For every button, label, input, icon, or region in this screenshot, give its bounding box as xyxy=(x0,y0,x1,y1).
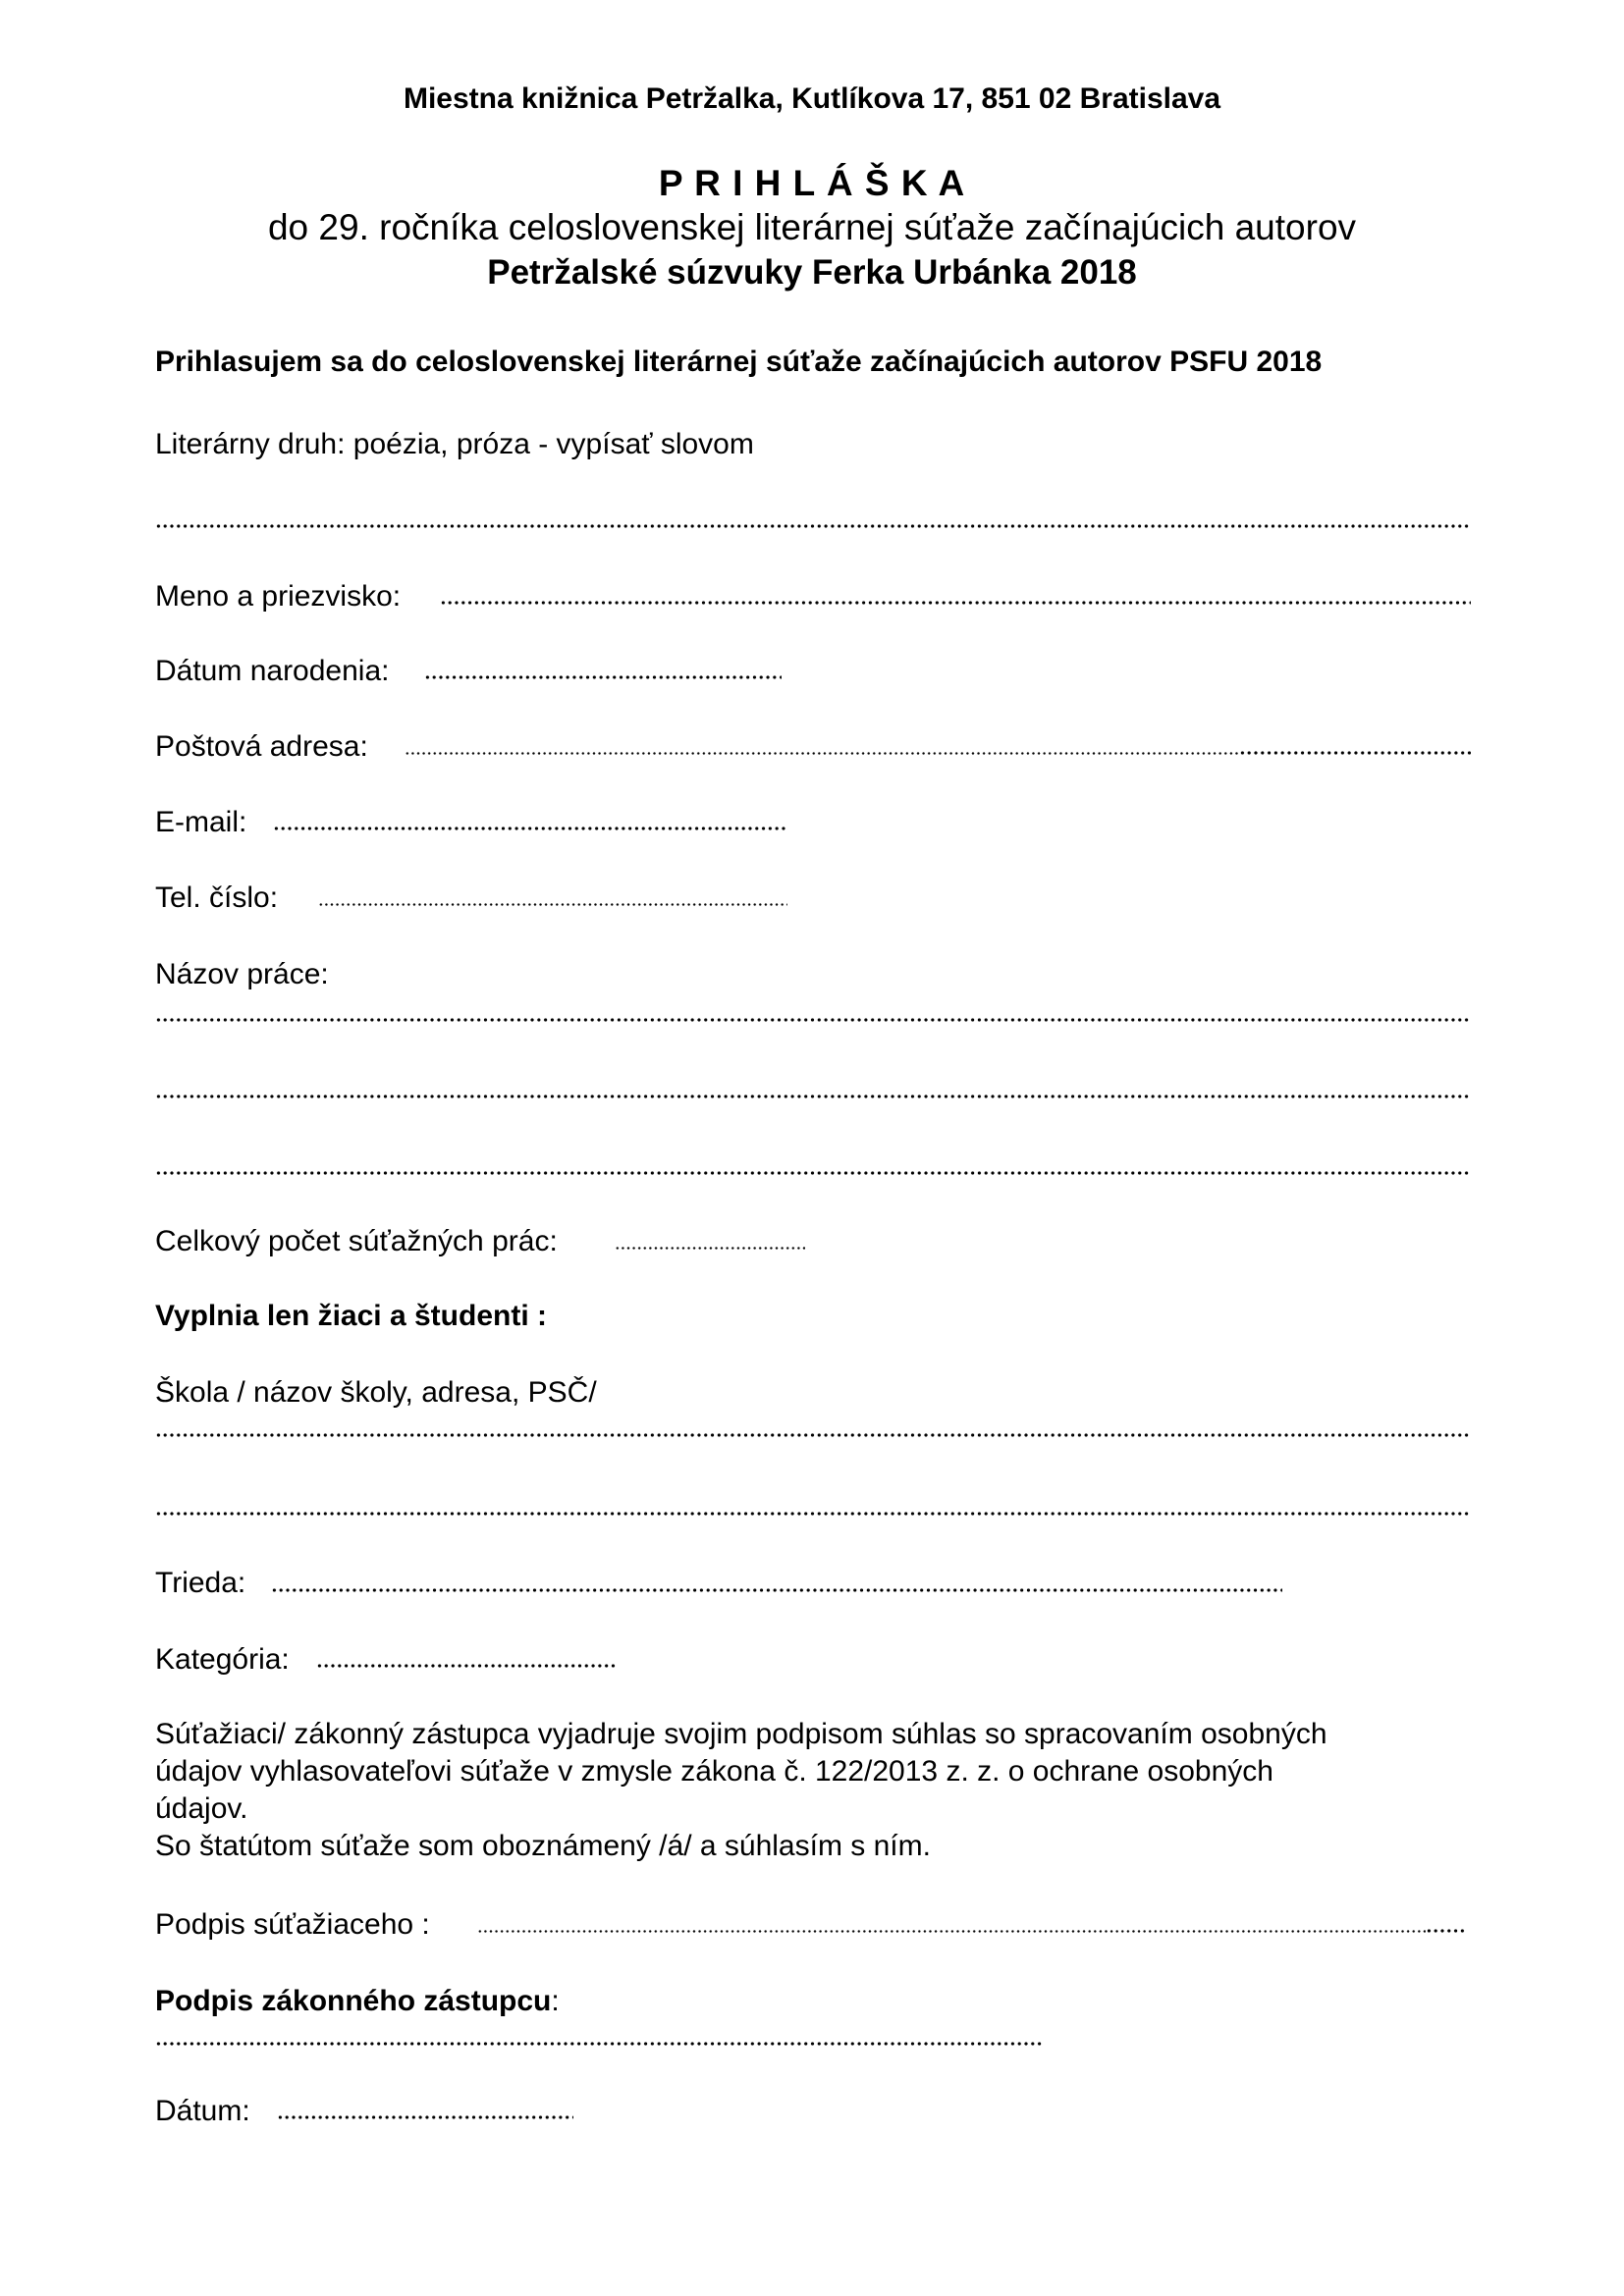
consent-line-1: Súťažiaci/ zákonný zástupca vyjadruje svojim podpisom súhlas so spracovaním osobných xyxy=(155,1718,1327,1750)
guardian-signature-text: Podpis zákonného zástupcu xyxy=(155,1985,552,2017)
birth-date-entry-line[interactable] xyxy=(424,675,782,679)
email-entry-line[interactable] xyxy=(273,827,787,830)
consent-line-3: údajov. xyxy=(155,1792,248,1825)
class-label: Trieda: xyxy=(155,1567,246,1599)
postal-address-entry-line[interactable] xyxy=(405,752,1239,755)
name-label: Meno a priezvisko: xyxy=(155,580,402,613)
work-title-entry-line-1[interactable] xyxy=(155,1018,1471,1022)
birth-date-label: Dátum narodenia: xyxy=(155,655,390,687)
category-entry-line[interactable] xyxy=(316,1664,617,1668)
contestant-signature-label: Podpis súťažiaceho : xyxy=(155,1908,430,1941)
category-label: Kategória: xyxy=(155,1643,290,1676)
phone-label: Tel. číslo: xyxy=(155,881,279,914)
total-works-entry-line[interactable] xyxy=(615,1247,805,1250)
work-title-label: Názov práce: xyxy=(155,958,329,990)
phone-entry-line[interactable] xyxy=(318,903,787,906)
genre-entry-line[interactable] xyxy=(155,524,1471,528)
work-title-entry-line-2[interactable] xyxy=(155,1095,1471,1098)
contestant-signature-entry-line[interactable] xyxy=(477,1930,1426,1933)
postal-address-entry-line-end xyxy=(1239,751,1471,755)
guardian-signature-label xyxy=(155,1987,560,2016)
work-title-entry-line-3[interactable] xyxy=(155,1171,1471,1175)
class-entry-line[interactable] xyxy=(271,1588,1282,1592)
school-entry-line-2[interactable] xyxy=(155,1512,1471,1516)
form-title: P R I H L Á Š K A xyxy=(658,163,966,203)
contestant-signature-entry-line-end xyxy=(1426,1929,1465,1933)
library-address: Miestna knižnica Petržalka, Kutlíkova 17, 851 02 Bratislava xyxy=(403,82,1221,115)
intro-statement: Prihlasujem sa do celoslovenskej literárnej súťaže začínajúcich autorov PSFU 2018 xyxy=(155,346,1323,378)
name-entry-line[interactable] xyxy=(440,601,1471,605)
date-label: Dátum: xyxy=(155,2095,250,2127)
consent-line-2: údajov vyhlasovateľovi súťaže v zmysle zákona č. 122/2013 z. z. o ochrane osobných xyxy=(155,1755,1273,1788)
students-heading: Vyplnia len žiaci a študenti : xyxy=(155,1300,547,1332)
genre-label: Literárny druh: poézia, próza - vypísať slovom xyxy=(155,428,754,460)
date-entry-line[interactable] xyxy=(277,2115,573,2119)
email-label: E-mail: xyxy=(155,806,247,838)
total-works-label: Celkový počet súťažných prác: xyxy=(155,1225,558,1257)
competition-name: Petržalské súzvuky Ferka Urbánka 2018 xyxy=(487,253,1137,292)
guardian-signature-entry-line[interactable] xyxy=(155,2042,1043,2046)
form-subtitle: do 29. ročníka celoslovenskej literárnej súťaže začínajúcich autorov xyxy=(267,207,1357,247)
statute-agreement: So štatútom súťaže som oboznámený /á/ a súhlasím s ním. xyxy=(155,1830,931,1862)
school-label: Škola / názov školy, adresa, PSČ/ xyxy=(155,1376,597,1409)
school-entry-line-1[interactable] xyxy=(155,1433,1471,1437)
postal-address-label: Poštová adresa: xyxy=(155,730,368,763)
guardian-signature-colon: : xyxy=(551,1985,560,2017)
